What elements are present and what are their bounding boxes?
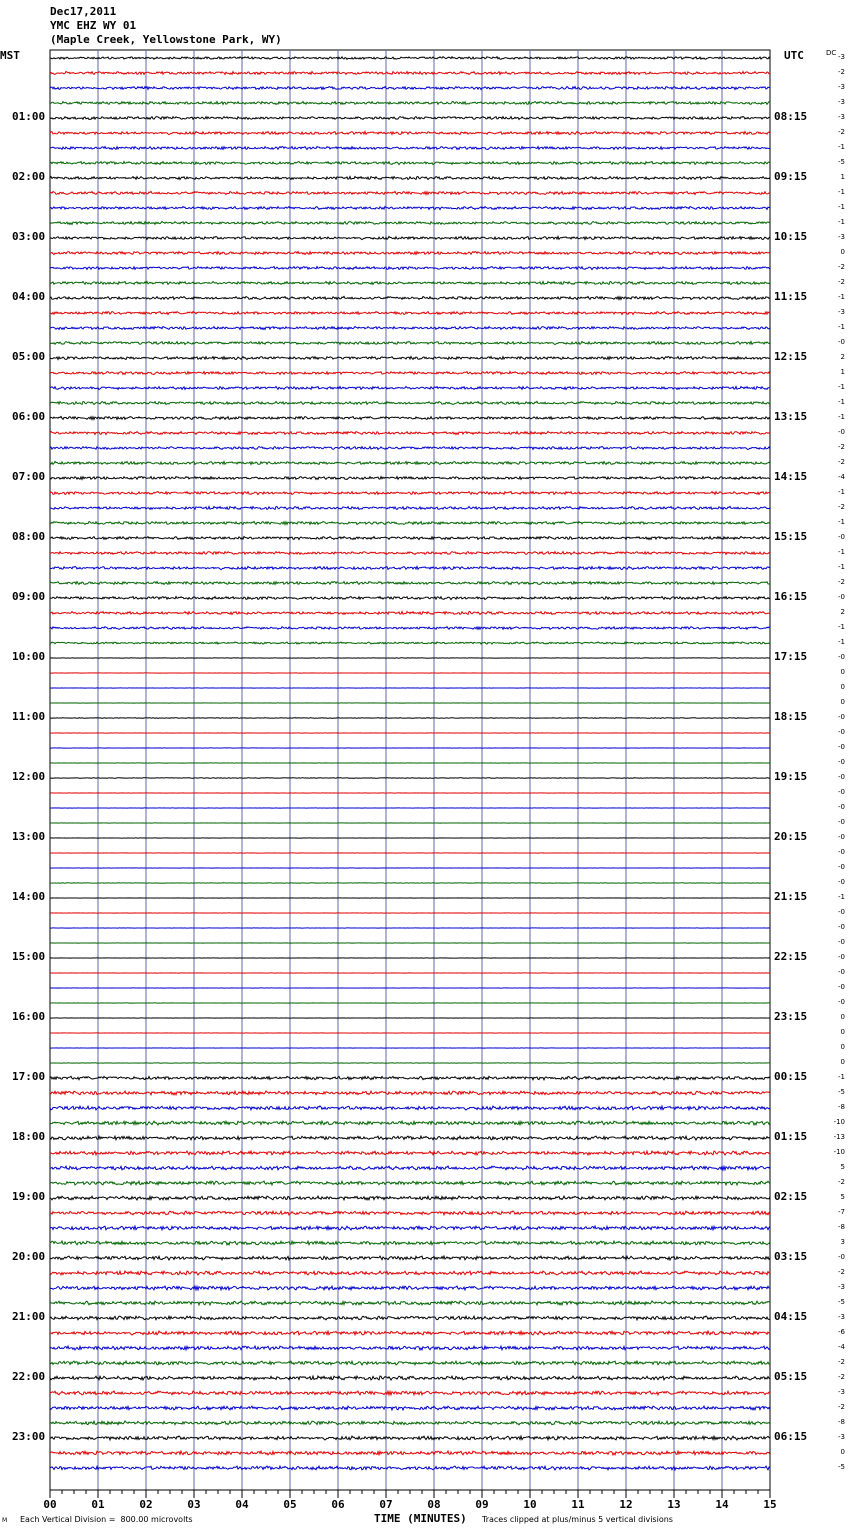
seismic-trace bbox=[50, 522, 770, 525]
dc-offset-value: -1 bbox=[838, 383, 845, 391]
dc-offset-value: -0 bbox=[838, 803, 845, 811]
dc-offset-value: -1 bbox=[838, 518, 845, 526]
dc-offset-value: -0 bbox=[838, 728, 845, 736]
seismic-trace bbox=[50, 57, 770, 60]
dc-offset-value: -2 bbox=[838, 578, 845, 586]
dc-offset-value: -3 bbox=[838, 233, 845, 241]
dc-offset-value: -0 bbox=[838, 338, 845, 346]
mst-hour-label: 10:00 bbox=[12, 650, 46, 663]
dc-offset-value: -0 bbox=[838, 863, 845, 871]
dc-offset-value: -0 bbox=[838, 788, 845, 796]
seismic-trace bbox=[50, 296, 770, 299]
seismic-trace bbox=[50, 1256, 770, 1260]
dc-offset-value: -0 bbox=[838, 773, 845, 781]
dc-offset-value: -1 bbox=[838, 188, 845, 196]
seismic-trace bbox=[50, 1316, 770, 1320]
dc-offset-value: -0 bbox=[838, 848, 845, 856]
dc-offset-value: -2 bbox=[838, 503, 845, 511]
mst-hour-label: 18:00 bbox=[12, 1130, 46, 1143]
x-tick-label: 02 bbox=[139, 1498, 153, 1511]
dc-offset-value: 0 bbox=[840, 248, 845, 256]
station-code: YMC EHZ WY 01 bbox=[50, 19, 137, 32]
mst-hour-label: 23:00 bbox=[12, 1430, 46, 1443]
seismic-trace bbox=[50, 778, 770, 779]
seismic-trace bbox=[50, 267, 770, 270]
mst-hour-label: 13:00 bbox=[12, 830, 46, 843]
dc-offset-value: -2 bbox=[838, 1268, 845, 1276]
seismic-trace bbox=[50, 177, 770, 180]
dc-offset-value: 0 bbox=[840, 1028, 845, 1036]
dc-offset-value: -3 bbox=[838, 53, 845, 61]
dc-offset-value: -2 bbox=[838, 1373, 845, 1381]
dc-offset-value: -1 bbox=[838, 203, 845, 211]
x-tick-label: 13 bbox=[667, 1498, 681, 1511]
x-tick-label: 08 bbox=[427, 1498, 441, 1511]
dc-offset-value: 0 bbox=[840, 1043, 845, 1051]
mst-hour-label: 11:00 bbox=[12, 710, 46, 723]
seismic-trace bbox=[50, 1361, 770, 1365]
dc-offset-value: -2 bbox=[838, 443, 845, 451]
dc-offset-value: -0 bbox=[838, 998, 845, 1006]
mst-hour-label: 20:00 bbox=[12, 1250, 46, 1263]
seismic-trace bbox=[50, 222, 770, 225]
mst-hour-label: 07:00 bbox=[12, 470, 46, 483]
dc-offset-value: -8 bbox=[838, 1418, 845, 1426]
seismic-trace bbox=[50, 1451, 770, 1455]
x-tick-label: 14 bbox=[715, 1498, 729, 1511]
dc-offset-value: -0 bbox=[838, 653, 845, 661]
dc-offset-value: -1 bbox=[838, 1073, 845, 1081]
left-timezone-label: MST bbox=[0, 49, 20, 62]
vertical-scale-note: Each Vertical Division = 800.00 microvolts bbox=[20, 1515, 193, 1524]
dc-offset-value: -3 bbox=[838, 1388, 845, 1396]
seismic-trace bbox=[50, 1391, 770, 1395]
utc-hour-label: 11:15 bbox=[774, 290, 808, 303]
utc-hour-label: 12:15 bbox=[774, 350, 808, 363]
dc-offset-value: -0 bbox=[838, 713, 845, 721]
x-tick-label: 07 bbox=[379, 1498, 393, 1511]
dc-offset-value: -1 bbox=[838, 563, 845, 571]
dc-offset-value: -0 bbox=[838, 818, 845, 826]
x-tick-label: 04 bbox=[235, 1498, 249, 1511]
dc-offset-value: -0 bbox=[838, 953, 845, 961]
utc-hour-label: 16:15 bbox=[774, 590, 808, 603]
seismic-trace bbox=[50, 1301, 770, 1305]
seismic-trace bbox=[50, 1241, 770, 1245]
seismic-trace bbox=[50, 191, 770, 194]
clip-note: Traces clipped at plus/minus 5 vertical divisions bbox=[482, 1515, 673, 1524]
mst-hour-label: 17:00 bbox=[12, 1070, 46, 1083]
seismic-trace bbox=[50, 1181, 770, 1185]
dc-offset-value: 2 bbox=[840, 353, 845, 361]
utc-hour-label: 17:15 bbox=[774, 650, 808, 663]
dc-offset-value: -10 bbox=[833, 1118, 845, 1126]
seismic-trace bbox=[50, 1091, 770, 1095]
dc-offset-value: 5 bbox=[840, 1163, 845, 1171]
dc-offset-value: -2 bbox=[838, 128, 845, 136]
seismic-trace bbox=[50, 1121, 770, 1125]
dc-offset-value: -13 bbox=[833, 1133, 845, 1141]
dc-offset-value: -1 bbox=[838, 488, 845, 496]
dc-offset-value: -0 bbox=[838, 833, 845, 841]
dc-offset-value: -0 bbox=[838, 968, 845, 976]
seismic-trace bbox=[50, 417, 770, 420]
dc-offset-value: 0 bbox=[840, 668, 845, 676]
seismic-trace bbox=[50, 642, 770, 644]
seismic-trace bbox=[50, 1376, 770, 1380]
mst-hour-label: 19:00 bbox=[12, 1190, 46, 1203]
dc-offset-value: -8 bbox=[838, 1103, 845, 1111]
dc-offset-value: -2 bbox=[838, 1178, 845, 1186]
dc-offset-value: -5 bbox=[838, 1463, 845, 1471]
utc-hour-label: 22:15 bbox=[774, 950, 808, 963]
utc-hour-label: 10:15 bbox=[774, 230, 808, 243]
seismic-trace bbox=[50, 102, 770, 105]
utc-hour-label: 21:15 bbox=[774, 890, 808, 903]
seismic-trace bbox=[50, 147, 770, 150]
seismic-trace bbox=[50, 597, 770, 600]
x-tick-label: 05 bbox=[283, 1498, 297, 1511]
utc-hour-label: 15:15 bbox=[774, 530, 808, 543]
dc-offset-value: -1 bbox=[838, 323, 845, 331]
utc-hour-label: 00:15 bbox=[774, 1070, 808, 1083]
utc-hour-label: 03:15 bbox=[774, 1250, 808, 1263]
mst-hour-label: 02:00 bbox=[12, 170, 46, 183]
dc-offset-value: -0 bbox=[838, 908, 845, 916]
utc-hour-label: 18:15 bbox=[774, 710, 808, 723]
dc-offset-value: -4 bbox=[838, 1343, 845, 1351]
dc-offset-value: -3 bbox=[838, 83, 845, 91]
seismic-trace bbox=[50, 492, 770, 495]
seismic-trace bbox=[50, 537, 770, 540]
seismic-trace bbox=[50, 477, 770, 480]
utc-hour-label: 20:15 bbox=[774, 830, 808, 843]
seismic-trace bbox=[50, 506, 770, 509]
dc-offset-value: -0 bbox=[838, 878, 845, 886]
corner-mark: M bbox=[2, 1517, 8, 1524]
mst-hour-label: 16:00 bbox=[12, 1010, 46, 1023]
utc-hour-label: 13:15 bbox=[774, 410, 808, 423]
dc-offset-value: 1 bbox=[840, 368, 845, 376]
dc-offset-value: -8 bbox=[838, 1223, 845, 1231]
dc-offset-value: -0 bbox=[838, 1253, 845, 1261]
dc-offset-value: 0 bbox=[840, 1058, 845, 1066]
dc-offset-value: -2 bbox=[838, 458, 845, 466]
seismic-trace bbox=[50, 1421, 770, 1425]
dc-offset-value: -1 bbox=[838, 413, 845, 421]
seismic-trace bbox=[50, 462, 770, 465]
seismic-trace bbox=[50, 237, 770, 240]
dc-offset-value: -3 bbox=[838, 113, 845, 121]
dc-offset-value: -5 bbox=[838, 1088, 845, 1096]
dc-offset-value: -0 bbox=[838, 758, 845, 766]
dc-offset-header: DC bbox=[826, 49, 837, 57]
mst-hour-label: 15:00 bbox=[12, 950, 46, 963]
seismic-trace bbox=[50, 718, 770, 719]
dc-offset-value: -2 bbox=[838, 263, 845, 271]
mst-hour-label: 08:00 bbox=[12, 530, 46, 543]
seismic-trace bbox=[50, 612, 770, 615]
seismic-trace bbox=[50, 312, 770, 315]
seismic-trace bbox=[50, 432, 770, 435]
seismic-trace bbox=[50, 72, 770, 75]
x-tick-label: 06 bbox=[331, 1498, 345, 1511]
utc-hour-label: 06:15 bbox=[774, 1430, 808, 1443]
seismic-trace bbox=[50, 1466, 770, 1470]
seismic-trace bbox=[50, 357, 770, 360]
dc-offset-value: -2 bbox=[838, 278, 845, 286]
x-tick-label: 00 bbox=[43, 1498, 57, 1511]
dc-offset-value: -1 bbox=[838, 293, 845, 301]
mst-hour-label: 05:00 bbox=[12, 350, 46, 363]
seismic-trace bbox=[50, 447, 770, 450]
x-tick-label: 10 bbox=[523, 1498, 537, 1511]
dc-offset-value: 0 bbox=[840, 683, 845, 691]
mst-hour-label: 09:00 bbox=[12, 590, 46, 603]
dc-offset-value: -1 bbox=[838, 893, 845, 901]
mst-hour-label: 12:00 bbox=[12, 770, 46, 783]
seismic-trace bbox=[50, 1106, 770, 1110]
dc-offset-value: -0 bbox=[838, 938, 845, 946]
seismic-trace bbox=[50, 1211, 770, 1215]
mst-hour-label: 04:00 bbox=[12, 290, 46, 303]
dc-offset-value: -1 bbox=[838, 218, 845, 226]
seismic-trace bbox=[50, 552, 770, 555]
mst-hour-label: 22:00 bbox=[12, 1370, 46, 1383]
seismic-trace bbox=[50, 252, 770, 255]
mst-hour-label: 03:00 bbox=[12, 230, 46, 243]
seismic-trace bbox=[50, 1166, 770, 1170]
dc-offset-value: -0 bbox=[838, 533, 845, 541]
x-tick-label: 01 bbox=[91, 1498, 105, 1511]
seismic-trace bbox=[50, 162, 770, 165]
station-location: (Maple Creek, Yellowstone Park, WY) bbox=[50, 33, 282, 46]
mst-hour-label: 14:00 bbox=[12, 890, 46, 903]
dc-offset-value: 0 bbox=[840, 698, 845, 706]
utc-hour-label: 08:15 bbox=[774, 110, 808, 123]
dc-offset-value: -1 bbox=[838, 623, 845, 631]
seismic-trace bbox=[50, 582, 770, 585]
dc-offset-value: -4 bbox=[838, 473, 845, 481]
dc-offset-value: -0 bbox=[838, 923, 845, 931]
mst-hour-label: 21:00 bbox=[12, 1310, 46, 1323]
utc-hour-label: 01:15 bbox=[774, 1130, 808, 1143]
seismic-trace bbox=[50, 1226, 770, 1230]
dc-offset-value: -2 bbox=[838, 1403, 845, 1411]
dc-offset-value: 3 bbox=[840, 1238, 845, 1246]
dc-offset-value: 5 bbox=[840, 1193, 845, 1201]
seismic-trace bbox=[50, 282, 770, 285]
dc-offset-value: -0 bbox=[838, 428, 845, 436]
seismic-trace bbox=[50, 117, 770, 120]
right-timezone-label: UTC bbox=[784, 49, 804, 62]
dc-offset-value: -5 bbox=[838, 1298, 845, 1306]
seismic-trace bbox=[50, 342, 770, 345]
mst-hour-label: 01:00 bbox=[12, 110, 46, 123]
seismic-trace bbox=[50, 401, 770, 404]
plot-date: Dec17,2011 bbox=[50, 5, 117, 18]
dc-offset-value: -1 bbox=[838, 548, 845, 556]
seismic-trace bbox=[50, 1136, 770, 1140]
x-axis-label: TIME (MINUTES) bbox=[374, 1512, 467, 1525]
seismic-trace bbox=[50, 1436, 770, 1440]
seismic-trace bbox=[50, 1271, 770, 1275]
seismic-trace bbox=[50, 1151, 770, 1155]
dc-offset-value: -2 bbox=[838, 68, 845, 76]
dc-offset-value: 2 bbox=[840, 608, 845, 616]
seismic-trace bbox=[50, 372, 770, 375]
dc-offset-value: -3 bbox=[838, 1313, 845, 1321]
seismic-trace bbox=[50, 1331, 770, 1335]
dc-offset-value: -3 bbox=[838, 98, 845, 106]
dc-offset-value: -0 bbox=[838, 593, 845, 601]
utc-hour-label: 09:15 bbox=[774, 170, 808, 183]
seismic-trace bbox=[50, 327, 770, 330]
seismic-trace bbox=[50, 1076, 770, 1080]
dc-offset-value: -1 bbox=[838, 143, 845, 151]
utc-hour-label: 23:15 bbox=[774, 1010, 808, 1023]
x-tick-label: 03 bbox=[187, 1498, 201, 1511]
utc-hour-label: 04:15 bbox=[774, 1310, 808, 1323]
seismic-trace bbox=[50, 567, 770, 570]
dc-offset-value: 0 bbox=[840, 1013, 845, 1021]
seismic-trace bbox=[50, 87, 770, 90]
utc-hour-label: 19:15 bbox=[774, 770, 808, 783]
seismic-trace bbox=[50, 1286, 770, 1290]
dc-offset-value: 1 bbox=[840, 173, 845, 181]
utc-hour-label: 02:15 bbox=[774, 1190, 808, 1203]
dc-offset-value: -7 bbox=[838, 1208, 845, 1216]
seismic-trace bbox=[50, 207, 770, 210]
dc-offset-value: -3 bbox=[838, 308, 845, 316]
seismic-trace bbox=[50, 387, 770, 390]
utc-hour-label: 05:15 bbox=[774, 1370, 808, 1383]
seismic-trace bbox=[50, 132, 770, 135]
mst-hour-label: 06:00 bbox=[12, 410, 46, 423]
x-tick-label: 12 bbox=[619, 1498, 633, 1511]
seismic-trace bbox=[50, 1406, 770, 1410]
seismic-trace bbox=[50, 1346, 770, 1350]
utc-hour-label: 14:15 bbox=[774, 470, 808, 483]
dc-offset-value: -5 bbox=[838, 158, 845, 166]
dc-offset-value: -1 bbox=[838, 638, 845, 646]
x-tick-label: 09 bbox=[475, 1498, 489, 1511]
dc-offset-value: -3 bbox=[838, 1433, 845, 1441]
seismic-trace bbox=[50, 627, 770, 630]
seismic-trace bbox=[50, 1196, 770, 1200]
dc-offset-value: -3 bbox=[838, 1283, 845, 1291]
dc-offset-value: 0 bbox=[840, 1448, 845, 1456]
dc-offset-value: -10 bbox=[833, 1148, 845, 1156]
x-tick-label: 11 bbox=[571, 1498, 585, 1511]
dc-offset-value: -2 bbox=[838, 1358, 845, 1366]
dc-offset-value: -1 bbox=[838, 398, 845, 406]
dc-offset-value: -0 bbox=[838, 983, 845, 991]
dc-offset-value: -0 bbox=[838, 743, 845, 751]
x-tick-label: 15 bbox=[763, 1498, 777, 1511]
dc-offset-value: -6 bbox=[838, 1328, 845, 1336]
